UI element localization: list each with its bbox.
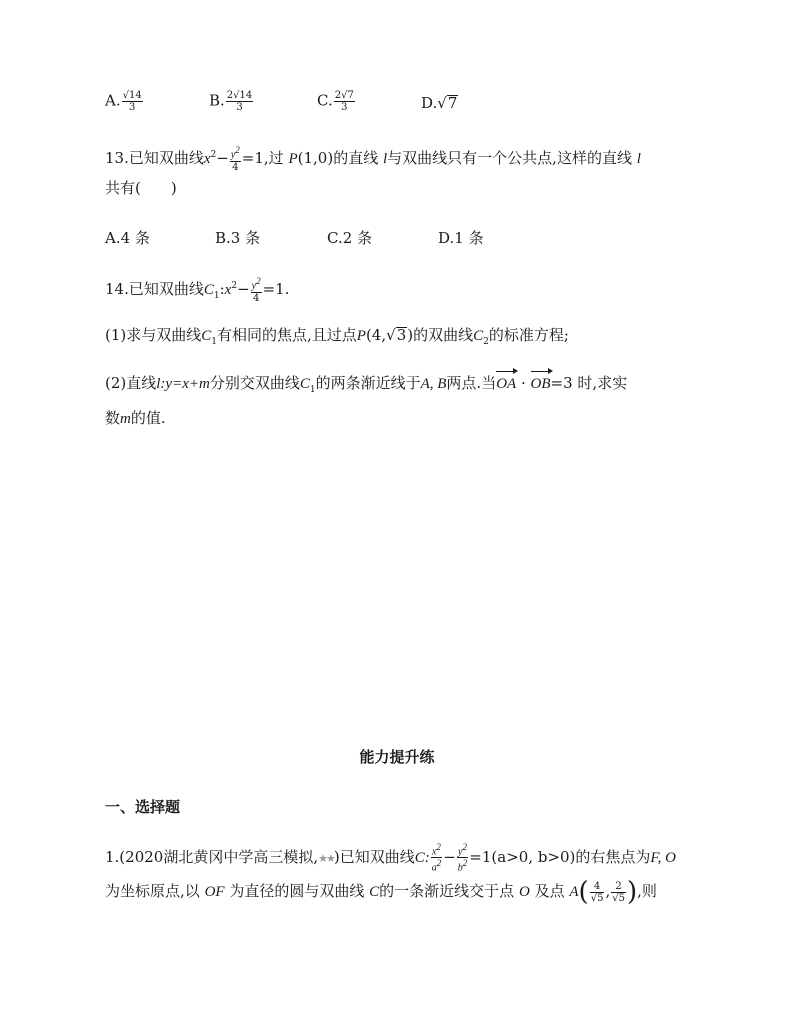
question-text: 与双曲线只有一个公共点,这样的直线: [387, 149, 632, 167]
math-curve: C:: [414, 849, 430, 866]
subscript: 1: [213, 291, 220, 301]
sqrt-radicand: 3: [396, 326, 407, 344]
math-curve: C: [203, 282, 214, 298]
fraction-numerator: $y^2$: [458, 842, 467, 858]
question-text: =1(a>0, b>0)的右焦点为: [469, 847, 651, 866]
question-text: 两点.当: [446, 374, 497, 392]
question-text: (1)求与双曲线: [105, 326, 202, 344]
q14-part1: [105, 324, 569, 353]
q13-option-d: D.1 条: [438, 229, 484, 247]
fraction-numerator: 2: [611, 881, 626, 893]
question-text: =3 时,求实: [550, 374, 628, 392]
math-points: A, B: [420, 376, 447, 392]
math-line-eq: l:y=x+m: [156, 376, 210, 392]
fraction: [334, 90, 355, 113]
fraction-numerator: $x^2$: [431, 842, 441, 858]
option-label: A.: [105, 91, 121, 110]
math-coords: ): [407, 326, 414, 344]
q14-part2-line2: [105, 407, 166, 430]
question-text: 1.(2020湖北黄冈中学高三模拟,: [105, 847, 319, 866]
vector-oa: OA: [496, 373, 516, 395]
question-text: 的直线: [333, 149, 379, 167]
fraction-denominator: √5: [612, 892, 625, 904]
question-text: 14.已知双曲线: [105, 280, 204, 298]
question-text: )已知双曲线: [333, 847, 415, 866]
math-line-var: l: [636, 151, 641, 167]
fraction: [226, 90, 253, 113]
question-text: 的值.: [130, 409, 166, 427]
math-curve: C: [473, 328, 484, 344]
q1-stem-line2: 为坐标原点,以 OF 为直径的圆与双曲线 C的一条渐近线交于点 O 及点 A( $\frac{4}{√5}$ , $\frac{2}{√5}$ ),则: [105, 877, 657, 907]
question-text: 及点: [534, 882, 565, 900]
math-x2: x: [203, 151, 211, 167]
math-line-var: l: [383, 151, 388, 167]
sqrt-radicand: 7: [447, 94, 458, 112]
exponent: 2: [210, 150, 217, 160]
fraction-numerator: 4: [590, 881, 605, 893]
subscript: 2: [483, 337, 489, 347]
fraction-numerator: 2√14: [226, 90, 253, 101]
fraction-denominator: $a^2$: [431, 858, 442, 874]
question-text: 的双曲线: [413, 326, 474, 344]
question-text: 为坐标原点,以: [105, 882, 200, 900]
q14-part2: [105, 372, 627, 401]
question-text: 为直径的圆与双曲线: [229, 882, 365, 900]
option-label: D.: [421, 94, 438, 112]
subscript: 1: [309, 385, 316, 395]
dot-operator: ·: [520, 374, 526, 392]
q13-stem: 13.已知双曲线$x^2-$ $\frac{y^2}{4}$ =1,过 P(1,0)的直线 l与双曲线只有一个公共点,这样的直线 l: [105, 145, 641, 173]
sqrt-icon: √: [437, 94, 447, 112]
q13-option-a: A.4 条: [105, 229, 150, 247]
question-text: 有相同的焦点,且过点: [217, 326, 357, 344]
subsection-title: 一、选择题: [105, 798, 181, 816]
math-var: m: [120, 411, 131, 427]
math-point: P: [356, 328, 366, 344]
q14-stem: 14.已知双曲线$C_1:x^2-$ $\frac{y^2}{4}$ =1.: [105, 276, 290, 304]
math-point: A: [569, 884, 579, 900]
fraction-numerator: $y^2$: [230, 145, 240, 161]
question-text: 分别交双曲线: [209, 374, 300, 392]
math-curve: C: [369, 884, 380, 900]
question-text: =1.: [262, 280, 290, 298]
fraction: [590, 881, 605, 904]
option-label: B.: [209, 91, 225, 110]
q13-option-c: C.2 条: [327, 229, 373, 247]
fraction: [251, 276, 262, 303]
section-title: 能力提升练: [359, 748, 435, 766]
math-x2: x: [224, 282, 232, 298]
q12-option-c: [317, 90, 356, 113]
q12-option-d: [421, 94, 458, 112]
left-paren: (: [578, 877, 589, 907]
math-coords: (1,0): [297, 149, 334, 167]
fraction: [611, 881, 626, 904]
question-text: =1,过: [241, 149, 284, 167]
fraction-denominator: 4: [232, 161, 239, 173]
fraction: [122, 90, 143, 113]
question-text: (2)直线: [105, 374, 157, 392]
fraction-numerator: $y^2$: [251, 276, 261, 292]
right-paren: ): [626, 877, 638, 907]
vector-ob: OB: [531, 373, 551, 395]
difficulty-stars-icon: ★★: [318, 851, 334, 865]
subscript: 1: [211, 337, 217, 347]
question-text: 数: [105, 409, 121, 427]
math-point: O: [518, 884, 530, 900]
question-text: 的两条渐近线于: [315, 374, 421, 392]
math-coords: (4,: [365, 326, 387, 344]
math-points: F, O: [650, 849, 676, 866]
math-segment: OF: [204, 884, 225, 900]
question-text: 的一条渐近线交于点: [379, 882, 515, 900]
sqrt-icon: √: [386, 326, 396, 344]
fraction-denominator: $b^2$: [457, 858, 468, 874]
fraction-denominator: 4: [252, 292, 260, 304]
option-label: C.: [317, 91, 333, 110]
math-curve: C: [299, 376, 310, 392]
q1-stem: 1.(2020湖北黄冈中学高三模拟,★★)已知双曲线C: $\frac{x^2}{a^2}$ − $\frac{y^2}{b^2}$ =1(a>0, b>0)的右焦点为F, O: [105, 842, 676, 874]
fraction-denominator: 3: [128, 102, 136, 113]
math-curve: C: [201, 328, 212, 344]
fraction-numerator: 2√7: [334, 90, 354, 101]
q12-option-b: [209, 90, 254, 113]
fraction-denominator: √5: [590, 892, 604, 904]
q13-stem-line2: 共有( ): [105, 179, 177, 197]
math-point: P: [288, 151, 298, 167]
fraction: [457, 842, 469, 874]
question-text: 13.已知双曲线: [105, 149, 204, 167]
question-text: 的标准方程;: [488, 326, 569, 344]
fraction: [431, 842, 443, 874]
fraction-denominator: 3: [341, 102, 348, 113]
fraction-numerator: √14: [122, 90, 142, 101]
question-text: ,则: [637, 882, 657, 900]
fraction-denominator: 3: [236, 102, 243, 113]
q13-option-b: B.3 条: [215, 229, 261, 247]
q12-option-a: [105, 90, 144, 113]
fraction: [230, 145, 241, 172]
